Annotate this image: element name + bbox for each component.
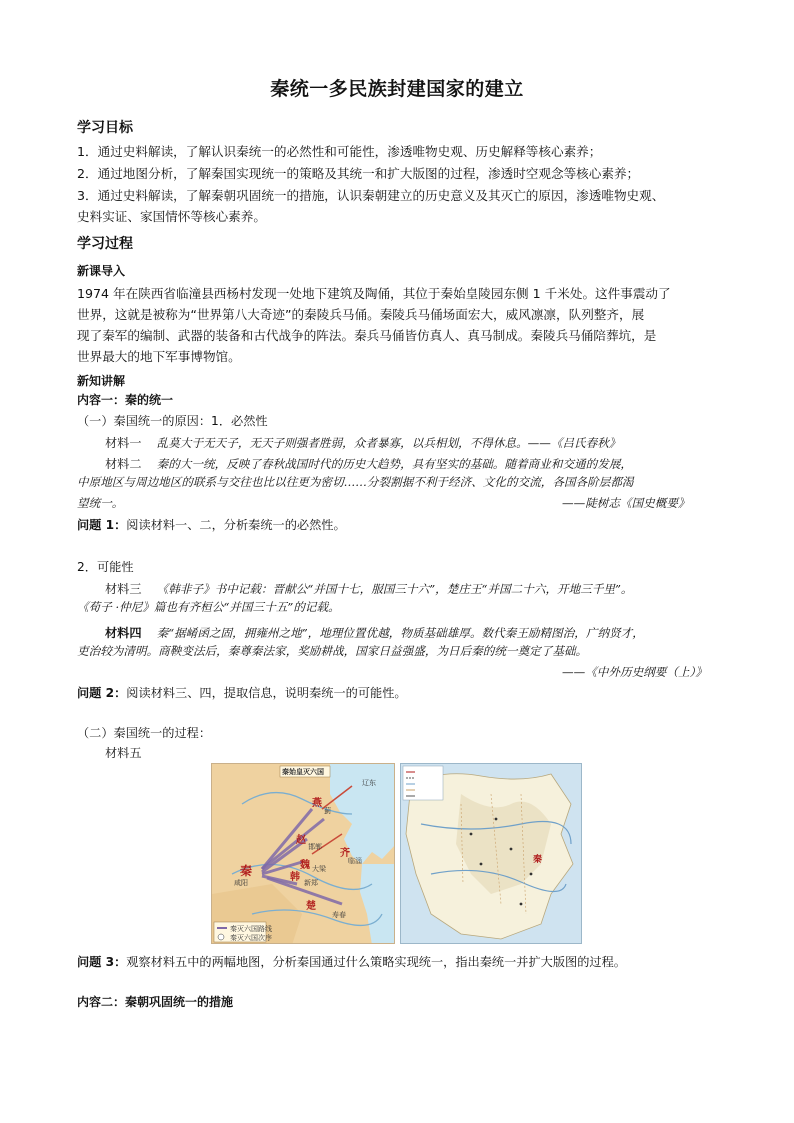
qin-territory-map: [400, 763, 582, 944]
question-1: [77, 516, 346, 533]
intro-line-2: 世界，这就是被称为“世界第八大奇迹”的秦陵兵马俑。秦陵兵马俑场面宏大，威风凛凛，队列整齐，展: [77, 307, 645, 322]
objective-item-1: 1．通过史料解读，了解认识秦统一的必然性和可能性，渗透唯物史观、历史解释等核心素养；: [77, 144, 602, 159]
content1-heading: 内容一：秦的统一: [77, 393, 174, 407]
page-title: 秦统一多民族封建国家的建立: [270, 78, 524, 100]
state-qin-right: 秦: [533, 855, 543, 865]
material-5-label: 材料五: [105, 746, 142, 760]
question-2: [77, 684, 407, 701]
state-chu: 楚: [306, 901, 316, 912]
question-1-label: 问题 1：: [77, 518, 127, 532]
objective-item-3: 3．通过史料解读，了解秦朝巩固统一的措施，认识秦朝建立的历史意义及其灭亡的原因，渗透唯物史观、: [77, 188, 665, 203]
legend-order: 秦灭六国次序: [230, 934, 272, 942]
question-2-text: 阅读材料三、四，提取信息，说明秦统一的可能性。: [126, 686, 407, 700]
question-2-label: 问题 2：: [77, 686, 127, 700]
state-yan: 燕: [312, 798, 322, 809]
place-ji: 蓟: [324, 807, 331, 815]
qin-territory-map-drawing: [401, 764, 582, 944]
state-qin: 秦: [240, 864, 253, 878]
objective-item-3-cont: 史料实证、家国情怀等核心素养。: [77, 209, 266, 224]
material-3-line-1: 《韩非子》书中记载：晋献公“并国十七，服国三十六”，楚庄王“并国二十六，开地三千里”。: [156, 582, 633, 596]
intro-line-3: 现了秦军的编制、武器的装备和古代战争的阵法。秦兵马俑皆仿真人、真马制成。秦陵兵马俑陪葬坑，是: [77, 328, 657, 343]
content2-heading: 内容二：秦朝巩固统一的措施: [77, 995, 234, 1009]
objective-item-2: 2．通过地图分析，了解秦国实现统一的策略及其统一和扩大版图的过程，渗透时空观念等核心素养；: [77, 166, 640, 181]
question-1-text: 阅读材料一、二，分析秦统一的必然性。: [126, 518, 346, 532]
material-2-line-3: 望统一。: [77, 496, 124, 510]
question-3-label: 问题 3：: [77, 955, 127, 969]
material-3-line-2: 《荀子 ·仲尼》篇也有齐桓公“并国三十五”的记载。: [77, 600, 340, 614]
place-shouchun: 寿春: [332, 911, 346, 919]
material-2-label: 材料二: [105, 457, 142, 471]
place-handan: 邯郸: [308, 843, 322, 851]
material-5-maps: [211, 763, 582, 944]
place-linzi: 临淄: [348, 857, 362, 865]
state-zhao: 赵: [296, 835, 306, 846]
process-heading: 学习过程: [77, 236, 133, 252]
place-daliang: 大梁: [312, 865, 326, 873]
material-2-line-1: 秦的大一统，反映了春秋战国时代的历史大趋势，具有坚实的基础。随着商业和交通的发展，: [156, 457, 633, 471]
intro-line-1: 1974 年在陕西省临潼县西杨村发现一处地下建筑及陶俑，其位于秦始皇陵园东侧 1 千米处。这件事震动了: [77, 286, 671, 301]
material-3-label: 材料三: [105, 582, 142, 596]
place-xianyang: 咸阳: [234, 879, 248, 887]
material-4: [105, 622, 644, 641]
material-4-line-1: 秦“据崤函之固，拥雍州之地”，地理位置优越，物质基础雄厚。数代秦王励精图治，广纳贤才，: [156, 626, 644, 640]
material-2: [105, 453, 632, 472]
material-3: [105, 578, 633, 597]
intro-line-4: 世界最大的地下军事博物馆。: [77, 349, 241, 364]
qin-conquest-map: [211, 763, 395, 944]
place-liaodong: 辽东: [362, 779, 376, 787]
part1-heading: （一）秦国统一的原因：1．必然性: [77, 414, 268, 428]
material-1-text: 乱莫大于无天子，无天子则强者胜弱，众者暴寡，以兵相划，不得休息。——《吕氏春秋》: [156, 436, 621, 450]
part2-heading: 2．可能性: [77, 560, 134, 574]
material-4-source: ——《中外历史纲要（上）》: [562, 665, 707, 679]
legend-route: 秦灭六国路线: [230, 925, 272, 933]
material-4-line-2: 吏治较为清明。商鞅变法后，秦尊秦法家，奖励耕战，国家日益强盛，为日后秦的统一奠定了基础。: [77, 644, 588, 658]
material-1-label: 材料一: [105, 436, 142, 450]
material-4-label: 材料四: [105, 626, 142, 640]
new-knowledge-heading: 新知讲解: [77, 374, 126, 388]
material-2-line-2: 中原地区与周边地区的联系与交往也比以往更为密切……分裂割据不利于经济、文化的交流，各国各阶层都渴: [77, 475, 634, 489]
question-3-text: 观察材料五中的两幅地图，分析秦国通过什么策略实现统一，指出秦统一并扩大版图的过程。: [126, 955, 626, 969]
map-left-title: 秦始皇灭六国: [282, 768, 324, 776]
material-1: [105, 432, 620, 451]
state-wei: 魏: [300, 860, 310, 871]
objectives-heading: 学习目标: [77, 120, 133, 136]
state-han: 韩: [290, 872, 300, 883]
intro-heading: 新课导入: [77, 264, 126, 278]
qin-conquest-map-drawing: [212, 764, 395, 944]
place-xinzheng: 新郑: [304, 879, 318, 887]
material-2-source: ——陡树志《国史概要》: [562, 496, 690, 510]
question-3: [77, 953, 626, 970]
part3-heading: （二）秦国统一的过程：: [77, 726, 212, 740]
state-qi: 齐: [340, 848, 350, 859]
